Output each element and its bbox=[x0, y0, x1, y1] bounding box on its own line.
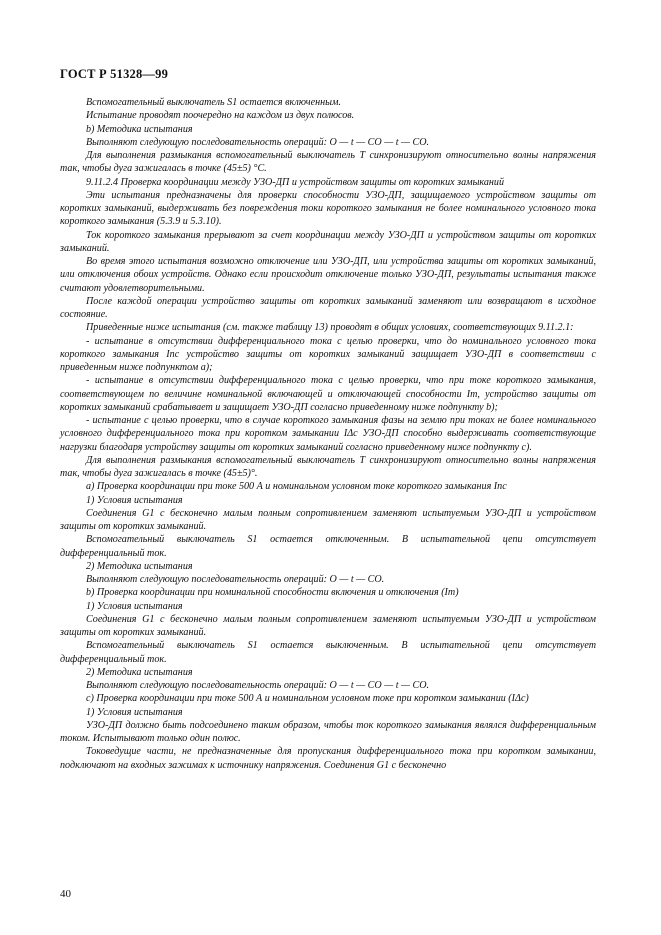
paragraph: Во время этого испытания возможно отключение или УЗО-ДП, или устройства защиты от коротких замыканий, или отключения обоих устройств. Однако если происходит отключение только УЗО-ДП, результаты испытания также считают удовлетворительными. bbox=[60, 256, 596, 294]
list-item: - испытание в отсутствии дифференциального тока с целью проверки, что при токе короткого замыкания, соответствующем по величине номинальной включающей и отключающей способности Im, устройство защиты от коротких замыканий срабатывает и защищает УЗО-ДП согласно приведенному ниже подпункту b); bbox=[60, 375, 596, 413]
paragraph: 2) Методика испытания bbox=[86, 666, 193, 678]
paragraph: Вспомогательный выключатель S1 остается выключенным. В испытательной цепи отсутствует дифференциальный ток. bbox=[60, 640, 596, 665]
list-item: - испытание в отсутствии дифференциального тока с целью проверки, что до номинального условного тока короткого замыкания Inc устройство защиты от коротких замыканий защищает УЗО-ДП в соответствии с приведенным ниже подпунктом a); bbox=[60, 335, 596, 373]
paragraph: Испытание проводят поочередно на каждом из двух полюсов. bbox=[86, 110, 355, 122]
page-number: 40 bbox=[60, 888, 71, 900]
subsection-heading: a) Проверка координации при токе 500 А и номинальном условном токе короткого замыкания Inc bbox=[86, 481, 507, 493]
paragraph: Соединения G1 с бесконечно малым полным сопротивлением заменяют испытуемым УЗО-ДП и устройством защиты от коротких замыканий. bbox=[60, 507, 596, 532]
paragraph: b) Методика испытания bbox=[86, 123, 193, 135]
paragraph: Эти испытания предназначены для проверки способности УЗО-ДП, защищаемого устройством защиты от коротких замыканий, выдерживать без повреждения токи короткого замыкания не более номинального условного тока короткого замыкания (5.3.9 и 5.3.10). bbox=[60, 189, 596, 228]
paragraph: Ток короткого замыкания прерывают за счет координации между УЗО-ДП и устройством защиты от коротких замыканий. bbox=[60, 229, 596, 254]
paragraph: Выполняют следующую последовательность операций: O — t — CO. bbox=[86, 574, 385, 585]
document-body bbox=[60, 96, 596, 772]
document-header: ГОСТ Р 51328—99 bbox=[60, 67, 169, 81]
subsection-heading: b) Проверка координации при номинальной способности включения и отключения (Im) bbox=[86, 587, 459, 599]
paragraph: Токоведущие части, не предназначенные для пропускания дифференциального тока при коротком замыкании, подключают на входных зажимах к источнику напряжения. Соединения G1 с бесконечно bbox=[60, 746, 596, 771]
paragraph: 1) Условия испытания bbox=[86, 494, 183, 506]
paragraph: УЗО-ДП должно быть подсоединено таким образом, чтобы ток короткого замыкания являлся дифференциальным током. Испытывают только один полюс. bbox=[60, 719, 596, 744]
paragraph: Для выполнения размыкания вспомогательный выключатель T синхронизируют относительно волны напряжения так, чтобы дуга зажигалась в точке (45±5) °C. bbox=[60, 150, 596, 175]
paragraph: Соединения G1 с бесконечно малым полным сопротивлением заменяют испытуемым УЗО-ДП и устройством защиты от коротких замыканий. bbox=[60, 613, 596, 638]
paragraph: Приведенные ниже испытания (см. также таблицу 13) проводят в общих условиях, соответствующих 9.11.2.1: bbox=[86, 322, 574, 334]
paragraph: Выполняют следующую последовательность операций: O — t — CO — t — CO. bbox=[86, 680, 430, 691]
paragraph: Для выполнения размыкания вспомогательный выключатель T синхронизируют относительно волны напряжения так, чтобы дуга зажигалась в точке (45±5)°. bbox=[60, 454, 596, 479]
list-item: - испытание с целью проверки, что в случае короткого замыкания фазы на землю при токах не более номинального условного дифференциального тока при коротком замыкании IΔc УЗО-ДП способно выдерживать соответствующие нагрузки благодаря устройству защиты от коротких замыканий согласно приведенному ниже подпункту c). bbox=[60, 415, 596, 453]
subsection-heading: c) Проверка координации при токе 500 А и номинальном условном токе при коротком замыкании (IΔc) bbox=[86, 693, 529, 705]
paragraph: 1) Условия испытания bbox=[86, 706, 183, 718]
section-heading: 9.11.2.4 Проверка координации между УЗО-ДП и устройством защиты от коротких замыканий bbox=[86, 176, 505, 188]
paragraph: Выполняют следующую последовательность операций: O — t — CO — t — CO. bbox=[86, 136, 430, 148]
paragraph: Вспомогательный выключатель S1 остается включенным. bbox=[86, 97, 341, 108]
paragraph: 2) Методика испытания bbox=[86, 560, 193, 572]
paragraph: После каждой операции устройство защиты от коротких замыканий заменяют или возвращают в исходное состояние. bbox=[60, 295, 596, 320]
paragraph: 1) Условия испытания bbox=[86, 600, 183, 612]
paragraph: Вспомогательный выключатель S1 остается отключенным. В испытательной цепи отсутствует дифференциальный ток. bbox=[60, 534, 596, 559]
